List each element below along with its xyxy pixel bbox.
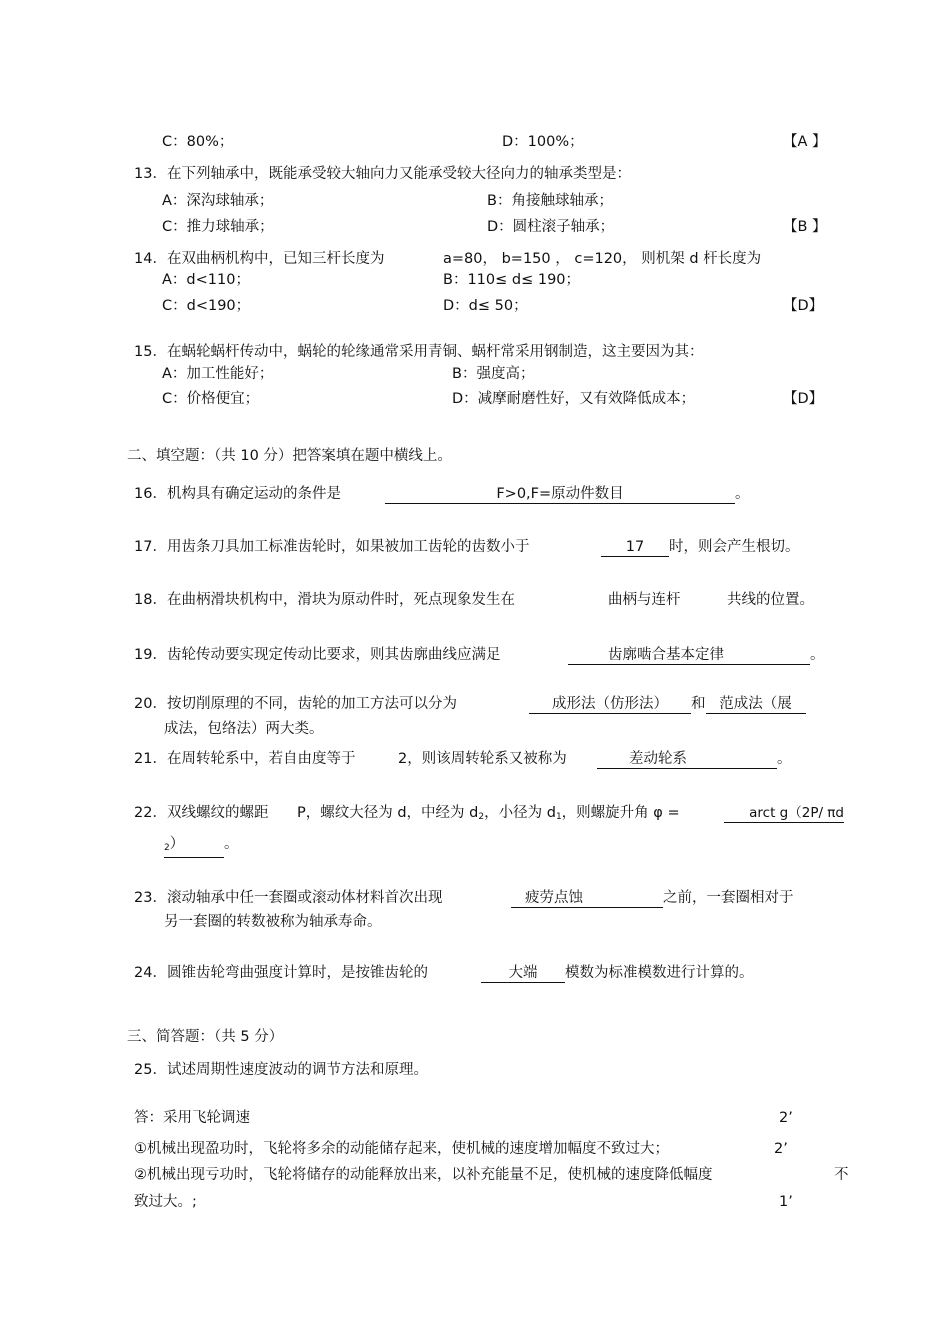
q12-answer: 【A 】 — [783, 134, 827, 150]
q25-score-1: 2’ — [774, 1141, 788, 1157]
q25-answer-point-2-tail: 不 — [834, 1167, 849, 1183]
q25-score-3: 1’ — [779, 1194, 793, 1210]
q13-option-b: B：角接触球轴承； — [487, 193, 613, 209]
q21-dof: 2，则该周转轮系又被称为 — [398, 751, 567, 767]
q19-end: 。 — [810, 647, 825, 663]
q18-end: 共线的位置。 — [727, 592, 814, 608]
q14-option-c: C：d<190； — [162, 298, 251, 314]
q18-answer: 曲柄与连杆 — [608, 592, 681, 608]
q22-stem: 22．双线螺纹的螺距 — [134, 805, 269, 821]
q25-answer-intro: 答：采用飞轮调速 — [134, 1110, 250, 1126]
q19-stem: 19．齿轮传动要实现定传动比要求，则其齿廓曲线应满足 — [134, 647, 501, 663]
q13-stem: 13．在下列轴承中，既能承受较大轴向力又能承受较大径向力的轴承类型是： — [134, 166, 631, 182]
q20-stem: 20．按切削原理的不同，齿轮的加工方法可以分为 — [134, 696, 457, 712]
q21-end: 。 — [777, 751, 792, 767]
q22-line2: ） — [169, 836, 185, 852]
q12-option-d: D：100%； — [502, 134, 584, 150]
q21-answer: 差动轮系 — [597, 751, 777, 769]
q16-end: 。 — [735, 486, 750, 502]
q14-option-b: B：110≤ d≤ 190； — [443, 272, 581, 288]
q24-answer: 大端 — [481, 965, 565, 983]
q17-answer: 17 — [601, 539, 669, 557]
q22-sub-1: 1 — [555, 812, 562, 822]
q15-answer: 【D】 — [783, 391, 824, 407]
q14-option-d: D：d≤ 50； — [443, 298, 528, 314]
q25-stem: 25．试述周期性速度波动的调节方法和原理。 — [134, 1062, 428, 1078]
q21-stem: 21．在周转轮系中，若自由度等于 — [134, 751, 356, 767]
q20-line2: 成法，包络法）两大类。 — [164, 721, 324, 737]
q23-end: 之前，一套圈相对于 — [663, 890, 794, 906]
q16-stem: 16．机构具有确定运动的条件是 — [134, 486, 341, 502]
q25-score-0: 2’ — [779, 1110, 793, 1126]
q25-answer-point-1: ①机械出现盈功时，飞轮将多余的动能储存起来，使机械的速度增加幅度不致过大； — [134, 1141, 669, 1157]
q12-option-c: C：80%； — [162, 134, 234, 150]
q15-option-a: A：加工性能好； — [162, 366, 274, 382]
q14-option-a: A：d<110； — [162, 272, 250, 288]
q17-stem: 17．用齿条刀具加工标准齿轮时，如果被加工齿轮的齿数小于 — [134, 539, 530, 555]
q22-part-3: ，则螺旋升角 φ = — [561, 805, 680, 821]
q23-stem: 23．滚动轴承中任一套圈或滚动体材料首次出现 — [134, 890, 443, 906]
q16-answer: F>0,F=原动件数目 — [385, 486, 735, 504]
q15-option-b: B：强度高； — [452, 366, 535, 382]
q22-line2-sub: 2 — [164, 843, 170, 853]
q13-option-a: A：深沟球轴承； — [162, 193, 274, 209]
q15-option-d: D：减摩耐磨性好，又有效降低成本； — [452, 391, 696, 407]
q13-option-d: D：圆柱滚子轴承； — [487, 219, 615, 235]
q22-end: 。 — [224, 836, 239, 852]
q24-stem: 24．圆锥齿轮弯曲强度计算时，是按锥齿轮的 — [134, 965, 428, 981]
q14-stem-values: a=80， b=150 ， c=120， 则机架 d 杆长度为 — [443, 251, 762, 267]
q15-stem: 15．在蜗轮蜗杆传动中，蜗轮的轮缘通常采用青铜、蜗杆常采用钢制造，这主要因为其： — [134, 344, 704, 360]
q13-option-c: C：推力球轴承； — [162, 219, 274, 235]
q25-answer-point-2: ②机械出现亏功时，飞轮将储存的动能释放出来，以补充能量不足，使机械的速度降低幅度 — [134, 1167, 713, 1183]
q22-sub-2: 2 — [478, 812, 485, 822]
q13-answer: 【B 】 — [783, 219, 827, 235]
q23-answer: 疲劳点蚀 — [511, 890, 663, 908]
q22-part-1: P，螺纹大径为 d，中经为 d — [297, 805, 479, 821]
q20-mid: 和 — [691, 696, 706, 712]
q23-line2: 另一套圈的转数被称为轴承寿命。 — [164, 914, 382, 930]
q14-answer: 【D】 — [783, 298, 824, 314]
q24-end: 模数为标准模数进行计算的。 — [565, 965, 754, 981]
section-2-heading: 二、填空题：（共 10 分）把答案填在题中横线上。 — [127, 448, 452, 464]
section-3-heading: 三、简答题：（共 5 分） — [127, 1029, 284, 1045]
q25-answer-point-3: 致过大。; — [134, 1194, 197, 1210]
q22-answer: arct g（2P/ πd — [724, 805, 844, 823]
q20-answer-1: 成形法（仿形法） — [529, 696, 691, 714]
q20-answer-2: 范成法（展 — [706, 696, 806, 714]
q15-option-c: C：价格便宜； — [162, 391, 260, 407]
q17-end: 时，则会产生根切。 — [669, 539, 800, 555]
q18-stem: 18．在曲柄滑块机构中，滑块为原动件时，死点现象发生在 — [134, 592, 515, 608]
q22-text — [297, 804, 680, 826]
q14-stem: 14．在双曲柄机构中，已知三杆长度为 — [134, 251, 385, 267]
q22-part-2: ，小径为 d — [484, 805, 556, 821]
q19-answer: 齿廓啮合基本定律 — [568, 647, 810, 665]
